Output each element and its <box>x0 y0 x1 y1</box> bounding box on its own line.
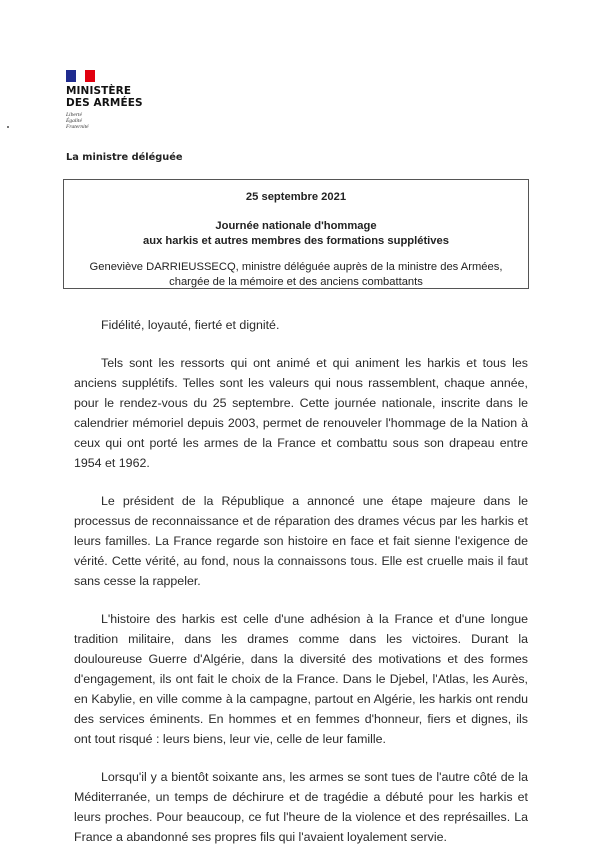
speech-title <box>64 219 528 249</box>
motto-liberte: Liberté <box>66 112 82 118</box>
speech-date: 25 septembre 2021 <box>245 191 347 203</box>
motto-egalite: Égalité <box>66 118 82 125</box>
speech-title-line1: Journée nationale d'hommage <box>215 220 377 232</box>
paragraph-1: Fidélité, loyauté, fierté et dignité. <box>101 318 280 332</box>
speech-body <box>74 315 528 865</box>
flag-red-band <box>85 70 95 82</box>
paragraph-2: Tels sont les ressorts qui ont animé et qui animent les harkis et tous les anciens supplétifs. Telles sont les valeurs qui nous rassemblent, chaque année, pour le rendez-vous du 25 septembre. Cette journée nationale, inscrite dans le calendrier mémoriel depuis 2003, permet de renouveler l'hommage de la Nation à ceux qui ont porté les armes de la France et combattu sous son drapeau entre 1954 et 1962. <box>74 356 528 470</box>
paragraph-4: L'histoire des harkis est celle d'une adhésion à la France et d'une longue tradition militaire, dans les drames comme dans les victoires. Durant la douloureuse Guerre d'Algérie, dans la diversité des motivations et des formes d'engagement, ils ont fait le choix de la France. Dans le Djebel, l'Atlas, les Aurès, en Kabylie, en ville comme à la campagne, partout en Algérie, les harkis ont rendu des services éminents. En hommes et en femmes d'honneur, fiers et dignes, ils ont tout risqué : leurs biens, leur vie, celle de leur famille. <box>74 612 528 746</box>
paragraph-3: Le président de la République a annoncé une étape majeure dans le processus de reconnaissance et de réparation des drames vécus par les harkis et leurs familles. La France regarde son histoire en face et fait sienne l'exigence de vérité. Cette vérité, au fond, nous la connaissons tous. Elle est cruelle mais il faut sans cesse la rappeler. <box>74 494 528 588</box>
scan-speck <box>7 126 9 128</box>
ministry-name-line2: DES ARMÉES <box>66 96 143 109</box>
signatory-title: La ministre déléguée <box>66 152 183 163</box>
speech-title-line2: aux harkis et autres membres des formations supplétives <box>143 235 449 247</box>
ministry-logo <box>66 70 186 131</box>
speech-header-box <box>63 179 529 289</box>
flag-white-band <box>76 70 86 82</box>
flag-blue-band <box>66 70 76 82</box>
french-flag-icon <box>66 70 95 82</box>
ministry-name <box>66 86 186 109</box>
speech-author: Geneviève DARRIEUSSECQ, ministre déléguée auprès de la ministre des Armées, chargée de la mémoire et des anciens combattants <box>89 261 503 288</box>
motto-fraternite: Fraternité <box>66 124 89 131</box>
republic-motto <box>66 112 186 131</box>
paragraph-5: Lorsqu'il y a bientôt soixante ans, les armes se sont tues de l'autre côté de la Méditerranée, un temps de déchirure et de tragédie a débuté pour les harkis et leurs proches. Pour beaucoup, ce fut l'heure de la violence et des représailles. La France a abandonné ses propres fils qui l'avaient loyalement servie. <box>74 770 528 844</box>
ministry-name-line1: MINISTÈRE <box>66 85 132 97</box>
